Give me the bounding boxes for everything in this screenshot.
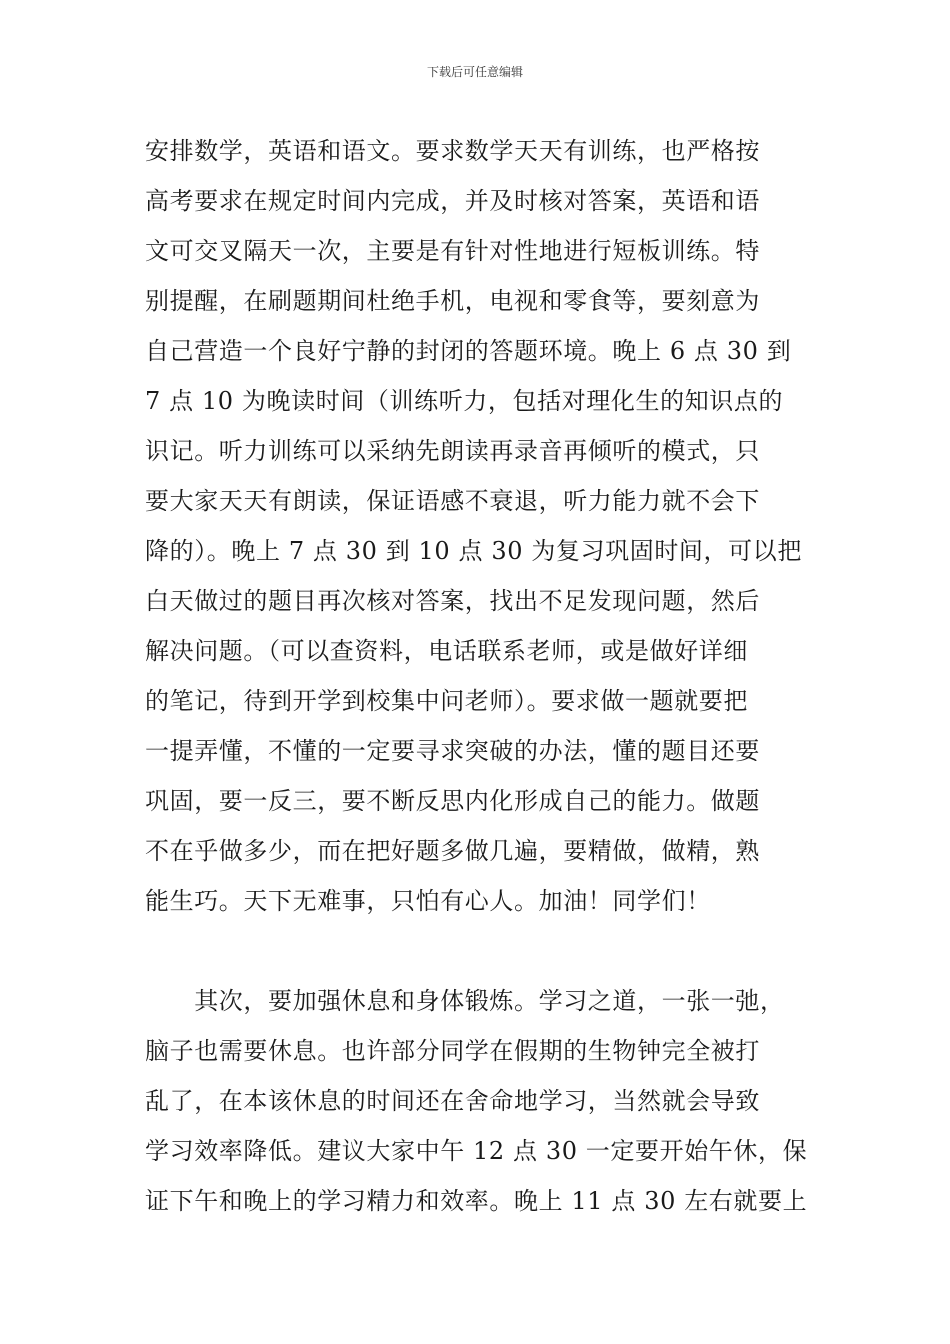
text-line: 文可交叉隔天一次，主要是有针对性地进行短板训练。特 — [145, 237, 760, 265]
text-line: 其次，要加强休息和身体锻炼。学习之道，一张一弛， — [145, 987, 785, 1015]
text-line: 白天做过的题目再次核对答案，找出不足发现问题，然后 — [145, 587, 760, 615]
text-line: 安排数学，英语和语文。要求数学天天有训练，也严格按 — [145, 137, 760, 165]
page-header: 下载后可任意编辑 — [426, 65, 523, 79]
text-line: 高考要求在规定时间内完成，并及时核对答案，英语和语 — [145, 187, 760, 215]
document-body — [145, 126, 825, 1226]
text-line: 不在乎做多少，而在把好题多做几遍，要精做，做精，熟 — [145, 837, 760, 865]
text-line: 别提醒，在刷题期间杜绝手机，电视和零食等，要刻意为 — [145, 287, 760, 315]
text-line: 脑子也需要休息。也许部分同学在假期的生物钟完全被打 — [145, 1037, 760, 1065]
text-line: 自己营造一个良好宁静的封闭的答题环境。晚上 6 点 30 到 — [145, 337, 792, 365]
paragraph-1 — [145, 126, 825, 926]
text-line: 解决问题。（可以查资料，电话联系老师，或是做好详细 — [145, 637, 748, 665]
text-line: 证下午和晚上的学习精力和效率。晚上 11 点 30 左右就要上 — [145, 1187, 808, 1215]
paragraph-2 — [145, 976, 825, 1226]
text-line: 能生巧。天下无难事，只怕有心人。加油！同学们！ — [145, 887, 711, 915]
text-line: 7 点 10 为晚读时间（训练听力，包括对理化生的知识点的 — [145, 387, 784, 415]
text-line: 的笔记，待到开学到校集中问老师）。要求做一题就要把 — [145, 687, 748, 715]
text-line: 乱了，在本该休息的时间还在舍命地学习，当然就会导致 — [145, 1087, 760, 1115]
text-line: 学习效率降低。建议大家中午 12 点 30 一定要开始午休，保 — [145, 1137, 808, 1165]
text-line: 要大家天天有朗读，保证语感不衰退，听力能力就不会下 — [145, 487, 760, 515]
text-line: 一提弄懂，不懂的一定要寻求突破的办法，懂的题目还要 — [145, 737, 760, 765]
text-line: 巩固，要一反三，要不断反思内化形成自己的能力。做题 — [145, 787, 760, 815]
text-line: 识记。听力训练可以采纳先朗读再录音再倾听的模式，只 — [145, 437, 760, 465]
paragraph-spacer — [145, 926, 825, 976]
text-line: 降的）。晚上 7 点 30 到 10 点 30 为复习巩固时间，可以把 — [145, 537, 802, 565]
